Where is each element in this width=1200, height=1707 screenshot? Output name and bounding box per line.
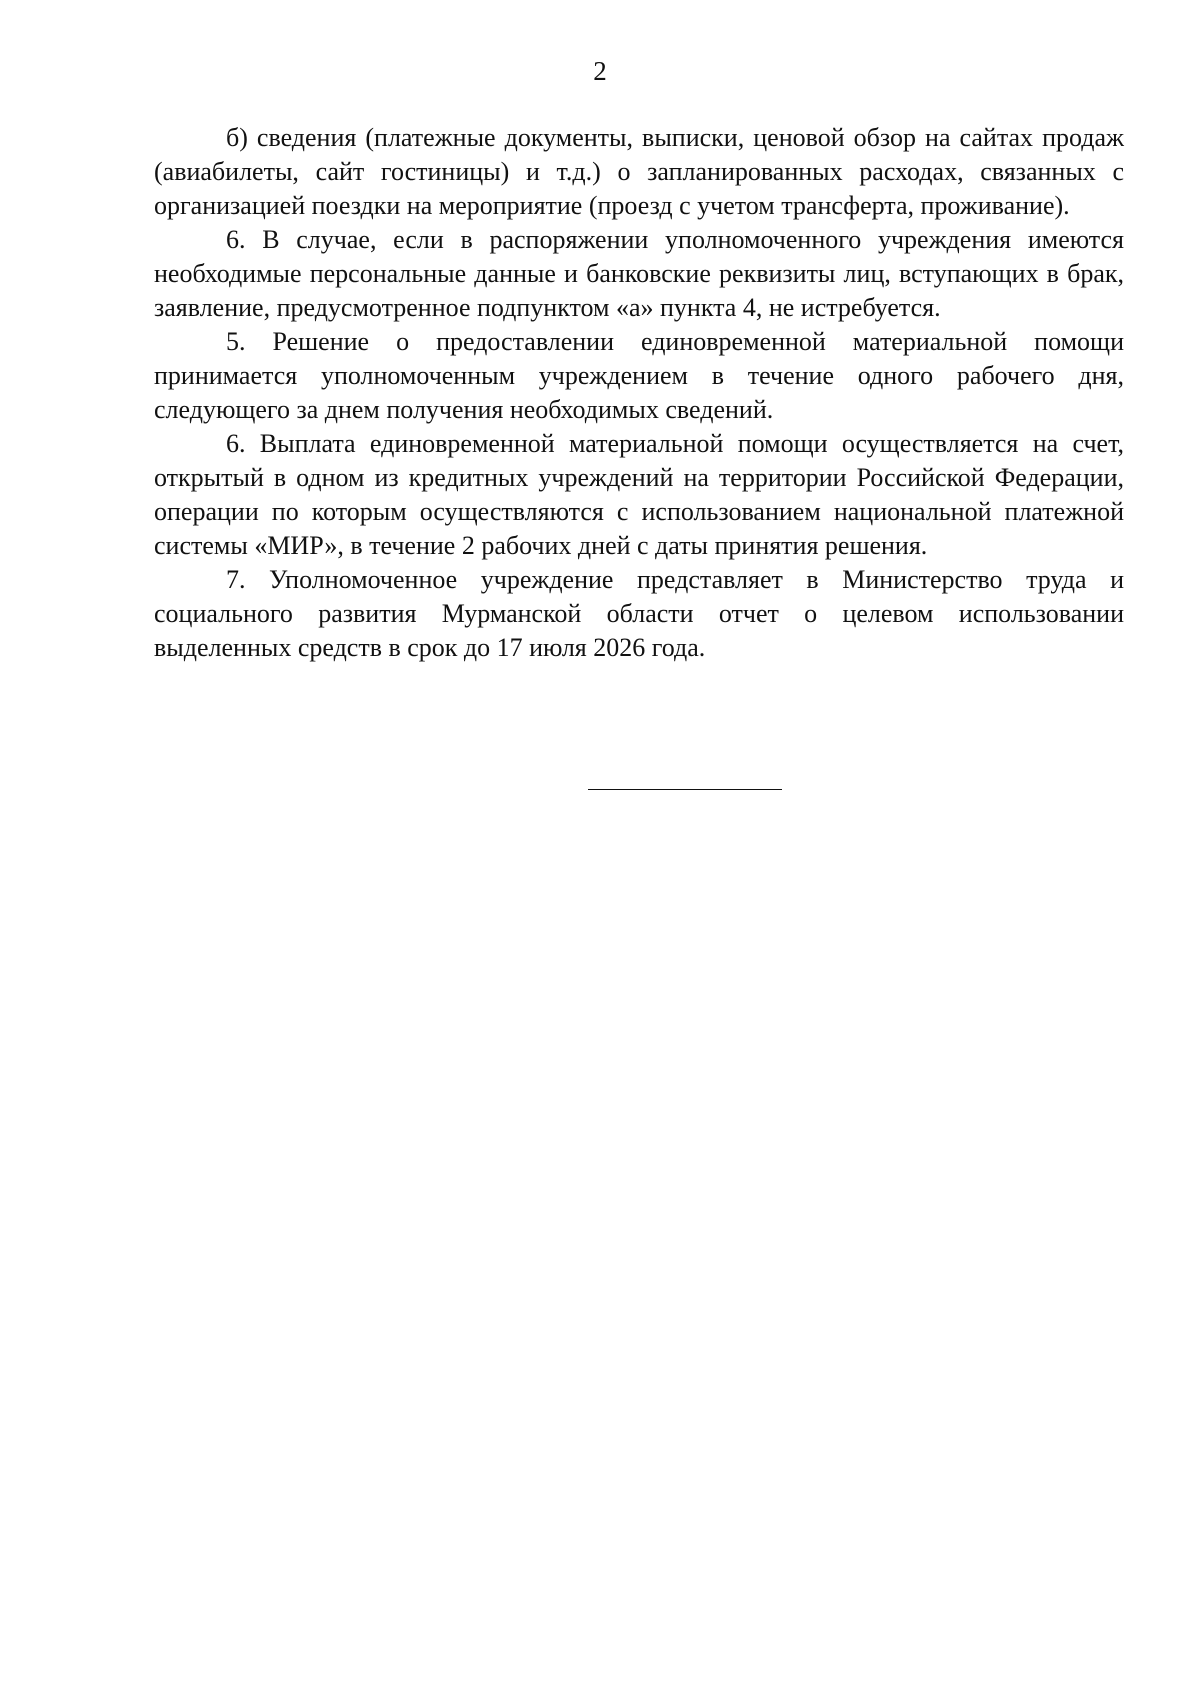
paragraph-5-decision: 5. Решение о предоставлении единовременной материальной помощи принимается уполномоченным учреждением в течение одного рабочего дня, следующего за днем получения необходимых сведений. xyxy=(154,327,1124,424)
document-body xyxy=(154,121,1124,665)
paragraph-6-application-not-required: 6. В случае, если в распоряжении уполномоченного учреждения имеются необходимые персональные данные и банковские реквизиты лиц, вступающих в брак, заявление, предусмотренное подпунктом «а» пункта 4, не истребуется. xyxy=(154,225,1124,322)
paragraph-b-expense-details: б) сведения (платежные документы, выписки, ценовой обзор на сайтах продаж (авиабилеты, сайт гостиницы) и т.д.) о запланированных расходах, связанных с организацией поездки на мероприятие (проезд с учетом трансферта, проживание). xyxy=(154,123,1124,220)
page-number: 2 xyxy=(593,56,607,86)
end-of-document-rule xyxy=(588,789,782,790)
paragraph-7-report: 7. Уполномоченное учреждение представляет в Министерство труда и социального развития Мурманской области отчет о целевом использовании выделенных средств в срок до 17 июля 2026 года. xyxy=(154,565,1124,662)
paragraph-6-payment: 6. Выплата единовременной материальной помощи осуществляется на счет, открытый в одном из кредитных учреждений на территории Российской Федерации, операции по которым осуществляются с использованием национальной платежной системы «МИР», в течение 2 рабочих дней с даты принятия решения. xyxy=(154,429,1124,560)
